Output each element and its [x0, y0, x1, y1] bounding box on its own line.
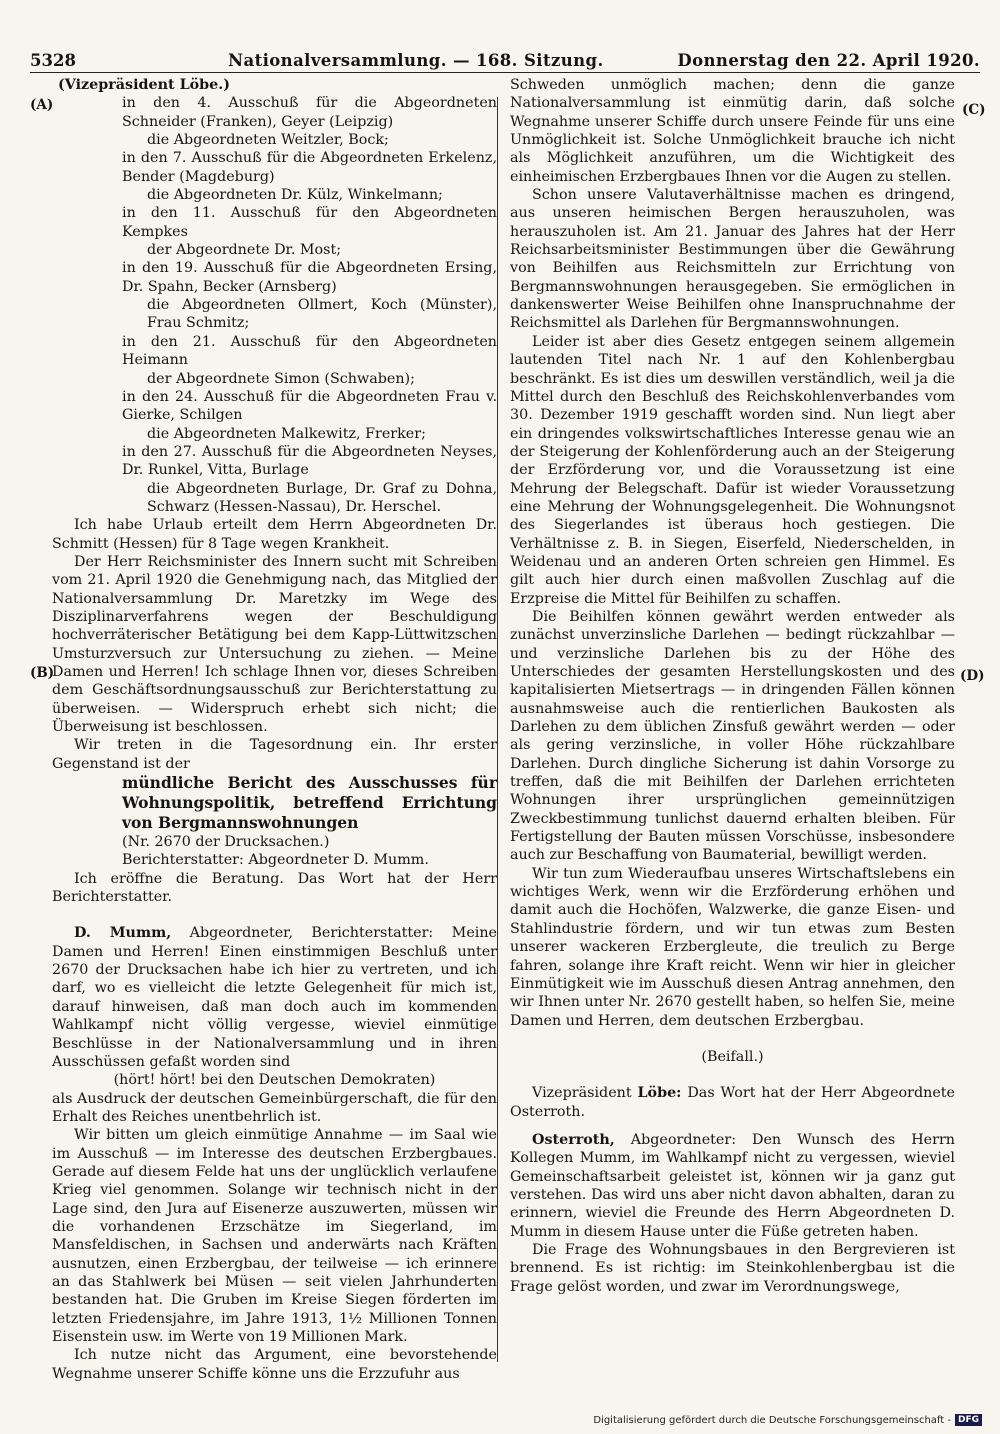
paragraph: als Ausdruck der deutschen Gemeinbürgerschaft, die für den Erhalt des Reiches unentbehrlich ist.	[52, 1090, 497, 1125]
list-item: die Abgeordneten Dr. Külz, Winkelmann;	[147, 187, 443, 204]
margin-mark-d: (D)	[960, 668, 985, 684]
left-column	[52, 76, 497, 1383]
speaker-name: Osterroth,	[532, 1131, 615, 1148]
right-column	[510, 76, 955, 1296]
speaker-tag: (Vizepräsident Löbe.)	[58, 77, 231, 93]
list-item: in den 7. Ausschuß für die Abgeordneten Erkelenz, Bender (Magdeburg)	[122, 150, 497, 185]
paragraph: Leider ist aber dies Gesetz entgegen seinem allgemein lautenden Titel nach Nr. 1 auf den Kohlenbergbau beschränkt. Es ist dies um deswillen verständlich, weil ja die Mittel durch den Beschluß des Reichskohlenverbandes vom 30. Dezember 1919 geschafft worden sind. Nun liegt aber ein dringendes volkswirtschaftliches Interesse genau wie an der Steigerung der Kohlenförderung auch an der Steigerung der Erzförderung vor, und die Voraussetzung ist eine Mehrung der Belegschaft. Dafür ist wieder Voraussetzung eine Mehrung der Wohnungsgelegenheit. Die Wohnungsnot des Siegerlandes ist überaus hoch gestiegen. Die Verhältnisse z. B. in Siegen, Eiserfeld, Niederschelden, in Weidenau und an anderen Orten schreien gen Himmel. Es gilt auch hier durch einen maßvollen Zuschlag auf die Erzpreise die Mittel für Beihilfen zu schaffen.	[510, 333, 955, 607]
speaker-name: Löbe:	[637, 1085, 682, 1102]
agenda-reference: (Nr. 2670 der Drucksachen.)	[122, 834, 330, 851]
paragraph: Wir bitten um gleich einmütige Annahme — im Saal wie im Ausschuß — im Interesse des deutschen Erzbergbaues. Gerade auf diesem Felde hat uns der unglücklich verlaufene Krieg viel genommen. Solange wir technisch nicht in der Lage sind, den Jura auf Eisenerze auszuwerten, müssen wir die vorhandenen Erzschätze im Siegerland, im Mansfeldischen, in Sachsen und anderwärts nach Kräften ausnutzen, einen Erzbergbau, der teilweise — ich erinnere an das Stahlwerk bei Müsen — seit vielen Jahrhunderten bestanden hat. Die Gruben im Kreise Siegen förderten im letzten Friedensjahre, im Jahre 1913, 1½ Millionen Tonnen Eisenstein usw. im Werte von 19 Millionen Mark.	[52, 1127, 497, 1345]
list-item: die Abgeordneten Weitzler, Bock;	[147, 132, 389, 149]
berichterstatter: Berichterstatter: Abgeordneter D. Mumm.	[122, 852, 429, 869]
list-item: die Abgeordneten Ollmert, Koch (Münster), Frau Schmitz;	[147, 297, 497, 332]
speech-osterroth	[510, 1131, 955, 1241]
list-item: in den 27. Ausschuß für die Abgeordneten Neyses, Dr. Runkel, Vitta, Burlage	[122, 443, 497, 479]
speaker-name: D. Mumm,	[74, 925, 172, 942]
margin-mark-b: (B)	[30, 665, 55, 681]
speech-text: Abgeordneter: Den Wunsch des Herrn Kollegen Mumm, im Wahlkampf nicht zu vergessen, wieviel Gemeinschaftsarbeit geleistet ist, können wir ja ganz gut verstehen. Das wird uns aber nicht davon abhalten, daran zu erinnern, wieviel die Freunde des Herrn Abgeordneten D. Mumm in diesem Hause unter die Füße getreten haben.	[510, 1131, 956, 1240]
margin-mark-c: (C)	[962, 102, 986, 118]
list-item: die Abgeordneten Malkewitz, Frerker;	[147, 425, 426, 442]
paragraph: Wir treten in die Tagesordnung ein. Ihr erster Gegenstand ist der	[52, 737, 497, 772]
list-item: die Abgeordneten Burlage, Dr. Graf zu Dohna, Schwarz (Hessen-Nassau), Dr. Herschel.	[147, 480, 497, 515]
paragraph: Ich nutze nicht das Argument, eine bevorstehende Wegnahme unserer Schiffe könne uns die Erzzufuhr aus	[52, 1347, 497, 1382]
footer	[593, 1414, 982, 1426]
paragraph: Die Beihilfen können gewährt werden entweder als zunächst unverzinsliche Darlehen — bedingt rückzahlbar — und verzinsliche Darlehen bis zu der Höhe des Unterschiedes der gesamten Herstellungskosten und des kapitalisierten Mietsertrags — in dringenden Fällen können ausnahmsweise auch die rentierlichen Baukosten als Darlehen zu dem üblichen Zinsfuß gewährt werden — oder als gering verzinsliche, in voller Höhe rückzahlbare Darlehen. Durch dingliche Sicherung ist dahin Vorsorge zu treffen, daß die mit Beihilfen der Darlehen errichteten Wohnungen ihrer ursprünglichen gemeinnützigen Zweckbestimmung tunlichst dauernd erhalten bleiben. Für Fertigstellung der Bauten müssen Vorschüsse, insbesondere auch zur Beschaffung von Baumaterial, bewilligt werden.	[510, 608, 955, 864]
paragraph: Wir tun zum Wiederaufbau unseres Wirtschaftslebens ein wichtiges Werk, wenn wir die Erzförderung erhöhen und damit auch die Hochöfen, Walzwerke, die ganze Eisen- und Stahlindustrie fördern, und wir tun etwas zum Besten unserer wackeren Erzbergleute, die treulich zu Berge fahren, solange ihre Kraft reicht. Wenn wir hier in gleicher Einmütigkeit wie im Ausschuß diesen Antrag annehmen, den wir Ihnen unter Nr. 2670 gestellt haben, so helfen Sie, meine Damen und Herren, dem deutschen Erzbergbau.	[510, 865, 955, 1029]
running-title: Nationalversammlung. — 168. Sitzung.	[228, 51, 604, 70]
speech-loebe	[510, 1084, 955, 1121]
list-item: in den 11. Ausschuß für den Abgeordneten Kempkes	[122, 205, 497, 240]
interjection: (hört! hört! bei den Deutschen Demokraten)	[113, 1072, 436, 1089]
dfg-logo: DFG	[955, 1414, 982, 1426]
list-item: der Abgeordnete Simon (Schwaben);	[147, 370, 415, 387]
applause-note: (Beifall.)	[701, 1048, 764, 1065]
list-item: der Abgeordnete Dr. Most;	[147, 242, 342, 259]
footer-text: Digitalisierung gefördert durch die Deutsche Forschungsgemeinschaft -	[593, 1414, 951, 1426]
speaker-role: Vizepräsident	[532, 1085, 632, 1102]
list-item: in den 21. Ausschuß für den Abgeordneten Heimann	[122, 333, 497, 369]
paragraph: Der Herr Reichsminister des Innern sucht mit Schreiben vom 21. April 1920 die Genehmigung nach, das Mitglied der Nationalversammlung Dr. Maretzky im Wege des Disziplinarverfahrens wegen der Beschuldigung hochverräterischer Betätigung bei dem Kapp-Lüttwitzschen Umsturzversuch zur Untersuchung zu ziehen. — Meine Damen und Herren! Ich schlage Ihnen vor, dieses Schreiben dem Geschäftsordnungsausschuß zur Berichterstattung zu überweisen. — Widerspruch erhebt sich nicht; die Überweisung ist beschlossen.	[52, 553, 497, 736]
margin-mark-a: (A)	[30, 97, 54, 113]
paragraph: Schon unsere Valutaverhältnisse machen es dringend, aus unseren heimischen Bergen herauszuholen, was herauszuholen ist. Am 21. Januar des Jahres hat der Herr Reichsarbeitsminister Bestimmungen über die Gewährung von Beihilfen aus Reichsmitteln zur Errichtung von Bergmannswohnungen herausgegeben. Sie ermöglichen in dankenswerter Weise Beihilfen ohne Inanspruchnahme der Reichsmittel als Darlehen für Bergmannswohnungen.	[510, 187, 955, 332]
paragraph: Ich eröffne die Beratung. Das Wort hat der Herr Berichterstatter.	[52, 870, 497, 906]
agenda-title: mündliche Bericht des Ausschusses für Wohnungspolitik, betreffend Errichtung von Bergmannswohnungen	[122, 773, 497, 833]
session-date: Donnerstag den 22. April 1920.	[677, 51, 980, 70]
list-item: in den 4. Ausschuß für die Abgeordneten Schneider (Franken), Geyer (Leipzig)	[122, 95, 497, 130]
paragraph: Ich habe Urlaub erteilt dem Herrn Abgeordneten Dr. Schmitt (Hessen) für 8 Tage wegen Krankheit.	[52, 517, 497, 552]
list-item: in den 19. Ausschuß für die Abgeordneten Ersing, Dr. Spahn, Becker (Arnsberg)	[122, 260, 497, 295]
column-divider	[497, 97, 498, 1362]
page-number: 5328	[30, 51, 76, 70]
speech-text: Abgeordneter, Berichterstatter: Meine Damen und Herren! Einen einstimmigen Beschluß unter 2670 der Drucksachen habe ich hier zu vertreten, und ich darf, wo es vielleicht die letzte Gelegenheit für mich ist, darauf hinweisen, daß man doch auch im kommenden Wahlkampf nicht völlig vergesse, wieviel einmütige Beschlüsse in der Nationalversammlung und in ihren Ausschüssen gefaßt worden sind	[52, 925, 498, 1070]
speech-mumm	[52, 924, 497, 1071]
paragraph: Die Frage des Wohnungsbaues in den Bergrevieren ist brennend. Es ist richtig: im Steinkohlenbergbau ist die Frage gelöst worden, und zwar im Verordnungswege,	[510, 1241, 955, 1295]
page-header	[30, 48, 980, 73]
paragraph: Schweden unmöglich machen; denn die ganze Nationalversammlung ist einmütig darin, daß solche Wegnahme unserer Schiffe durch unsere Feinde für uns eine Unmöglichkeit ist. Solche Unmöglichkeit brauche ich nicht als Möglichkeit anzuführen, um die Wichtigkeit des einheimischen Erzbergbaues Ihnen vor die Augen zu stellen.	[510, 77, 955, 185]
list-item: in den 24. Ausschuß für die Abgeordneten Frau v. Gierke, Schilgen	[122, 388, 497, 424]
speech-text: Das Wort hat der Herr Abgeordnete Osterroth.	[510, 1085, 955, 1120]
